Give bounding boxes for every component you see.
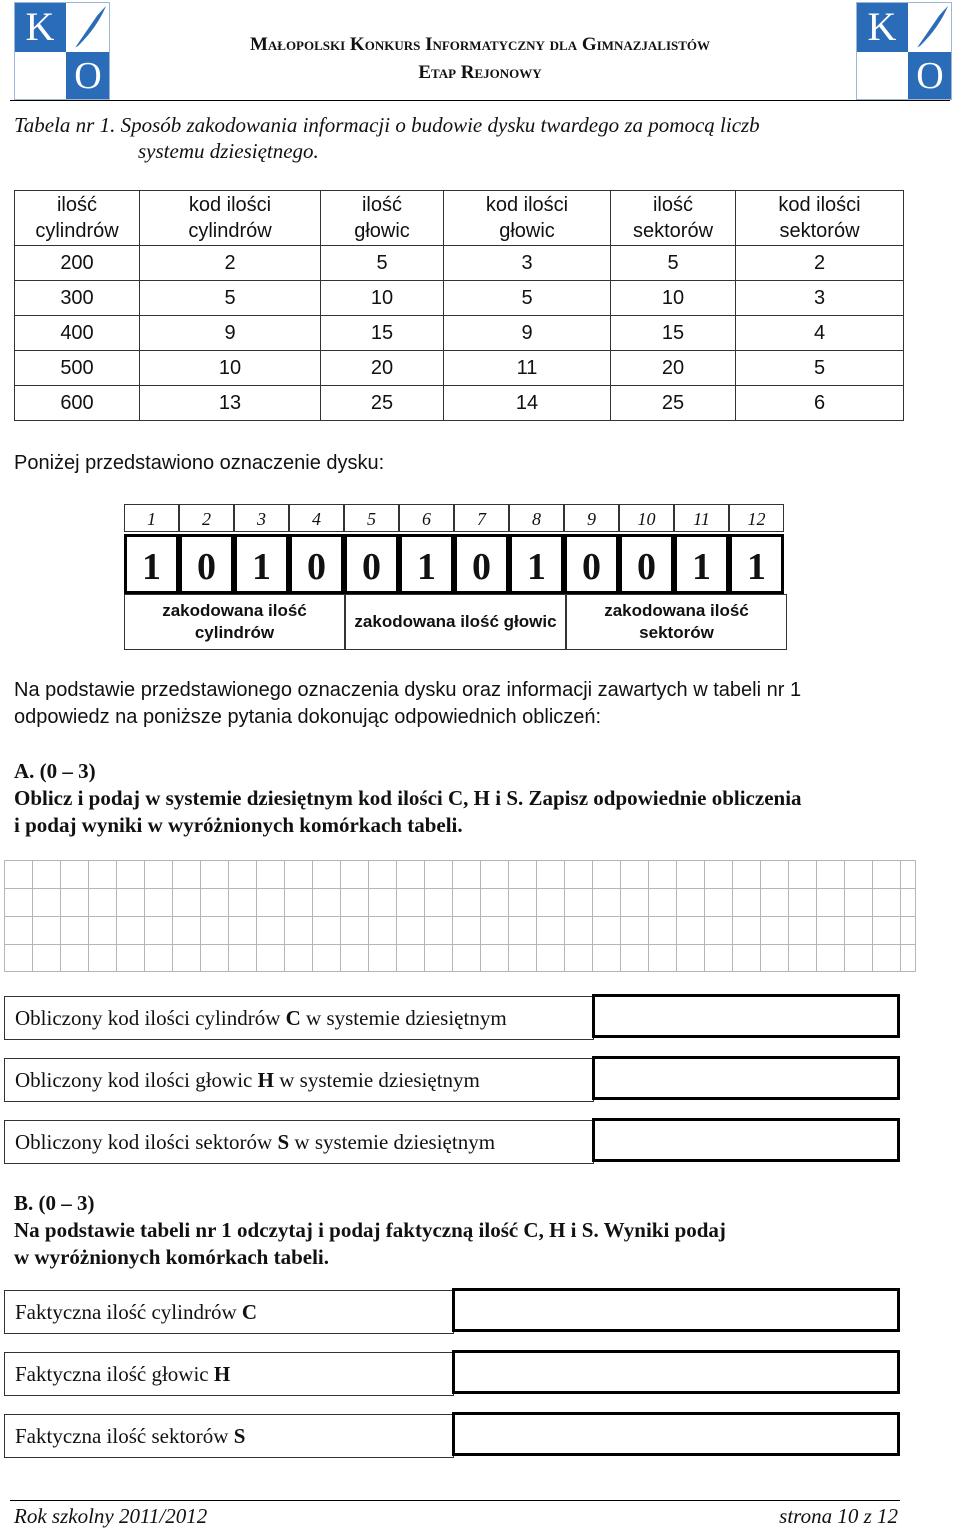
answer-input-c-actual[interactable] [452, 1288, 900, 1332]
group-cylinders-label: zakodowana ilość cylindrów [124, 594, 345, 650]
logo-k: K [14, 2, 66, 52]
bit-index: 3 [234, 504, 289, 532]
logo-o: O [908, 52, 952, 100]
header-title-line2: Etap Rejonowy [418, 62, 542, 83]
col-header: kod ilości głowic [444, 191, 611, 246]
question-intro: Na podstawie przedstawionego oznaczenia dysku oraz informacji zawartych w tabeli nr 1 odpowiedz na poniższe pytania dokonując odpowiednich obliczeń: [14, 679, 802, 728]
bit-index: 2 [179, 504, 234, 532]
bit-value: 0 [289, 534, 344, 594]
bit-index: 11 [674, 504, 729, 532]
answer-label-s-code: Obliczony kod ilości sektorów S w systemie dziesiętnym [4, 1120, 594, 1164]
part-a-label: A. (0 – 3) [14, 759, 96, 783]
group-sectors-label: zakodowana ilość sektorów [566, 594, 787, 650]
answer-input-h-code[interactable] [592, 1056, 900, 1100]
bit-value: 0 [179, 534, 234, 594]
calculation-grid[interactable] [4, 860, 916, 972]
table-header-row [15, 191, 904, 246]
bit-index: 5 [344, 504, 399, 532]
bit-value: 1 [674, 534, 729, 594]
part-a-text: Oblicz i podaj w systemie dziesiętnym kod ilości C, H i S. Zapisz odpowiednie obliczenia i podaj wyniki w wyróżnionych komórkach tabeli. [14, 786, 802, 837]
bit-value: 1 [234, 534, 289, 594]
bit-value: 1 [399, 534, 454, 594]
answer-input-h-actual[interactable] [452, 1350, 900, 1394]
answer-input-s-actual[interactable] [452, 1412, 900, 1456]
header-divider [10, 100, 950, 101]
bit-index: 9 [564, 504, 619, 532]
bit-index: 8 [509, 504, 564, 532]
footer-divider [10, 1500, 900, 1501]
table-row: 600 13 25 14 25 6 [15, 386, 904, 421]
col-header: ilość sektorów [611, 191, 736, 246]
footer-school-year: Rok szkolny 2011/2012 [14, 1504, 208, 1528]
group-heads-label: zakodowana ilość głowic [345, 594, 566, 650]
part-b-text: Na podstawie tabeli nr 1 odczytaj i podaj faktyczną ilość C, H i S. Wyniki podaj w wyróżnionych komórkach tabeli. [14, 1218, 726, 1269]
logo-k: K [856, 2, 908, 52]
logo-right [856, 2, 952, 100]
col-header: kod ilości cylindrów [140, 191, 321, 246]
logo-left [14, 2, 110, 100]
table-row: 200 2 5 3 5 2 [15, 246, 904, 281]
answer-label-s-actual: Faktyczna ilość sektorów S [4, 1414, 454, 1458]
bit-value: 1 [509, 534, 564, 594]
table-row: 500 10 20 11 20 5 [15, 351, 904, 386]
bit-value: 0 [454, 534, 509, 594]
table-caption: Tabela nr 1. Sposób zakodowania informacji o budowie dysku twardego za pomocą liczb systemu dziesiętnego. [14, 113, 760, 163]
table-row: 300 5 10 5 10 3 [15, 281, 904, 316]
col-header: kod ilości sektorów [736, 191, 904, 246]
answer-label-h-code: Obliczony kod ilości głowic H w systemie dziesiętnym [4, 1058, 594, 1102]
bit-index: 7 [454, 504, 509, 532]
encoding-table [14, 190, 904, 421]
col-header: ilość cylindrów [15, 191, 140, 246]
bit-value: 0 [564, 534, 619, 594]
bit-index: 10 [619, 504, 674, 532]
bit-value: 1 [729, 534, 784, 594]
bit-value: 1 [124, 534, 179, 594]
part-b-label: B. (0 – 3) [14, 1191, 95, 1215]
answer-label-h-actual: Faktyczna ilość głowic H [4, 1352, 454, 1396]
disk-intro-text: Poniżej przedstawiono oznaczenie dysku: [14, 452, 385, 474]
bit-value: 0 [344, 534, 399, 594]
answer-input-c-code[interactable] [592, 994, 900, 1038]
footer-page-number: strona 10 z 12 [779, 1504, 898, 1528]
answer-label-c-code: Obliczony kod ilości cylindrów C w systemie dziesiętnym [4, 996, 594, 1040]
answer-input-s-code[interactable] [592, 1118, 900, 1162]
bit-index: 12 [729, 504, 784, 532]
col-header: ilość głowic [321, 191, 444, 246]
answer-label-c-actual: Faktyczna ilość cylindrów C [4, 1290, 454, 1334]
bit-index: 1 [124, 504, 179, 532]
bit-index: 4 [289, 504, 344, 532]
bit-value: 0 [619, 534, 674, 594]
table-row: 400 9 15 9 15 4 [15, 316, 904, 351]
header-title-line1: Małopolski Konkurs Informatyczny dla Gimnazjalistów [249, 34, 711, 55]
bit-index: 6 [399, 504, 454, 532]
logo-o: O [66, 52, 110, 100]
